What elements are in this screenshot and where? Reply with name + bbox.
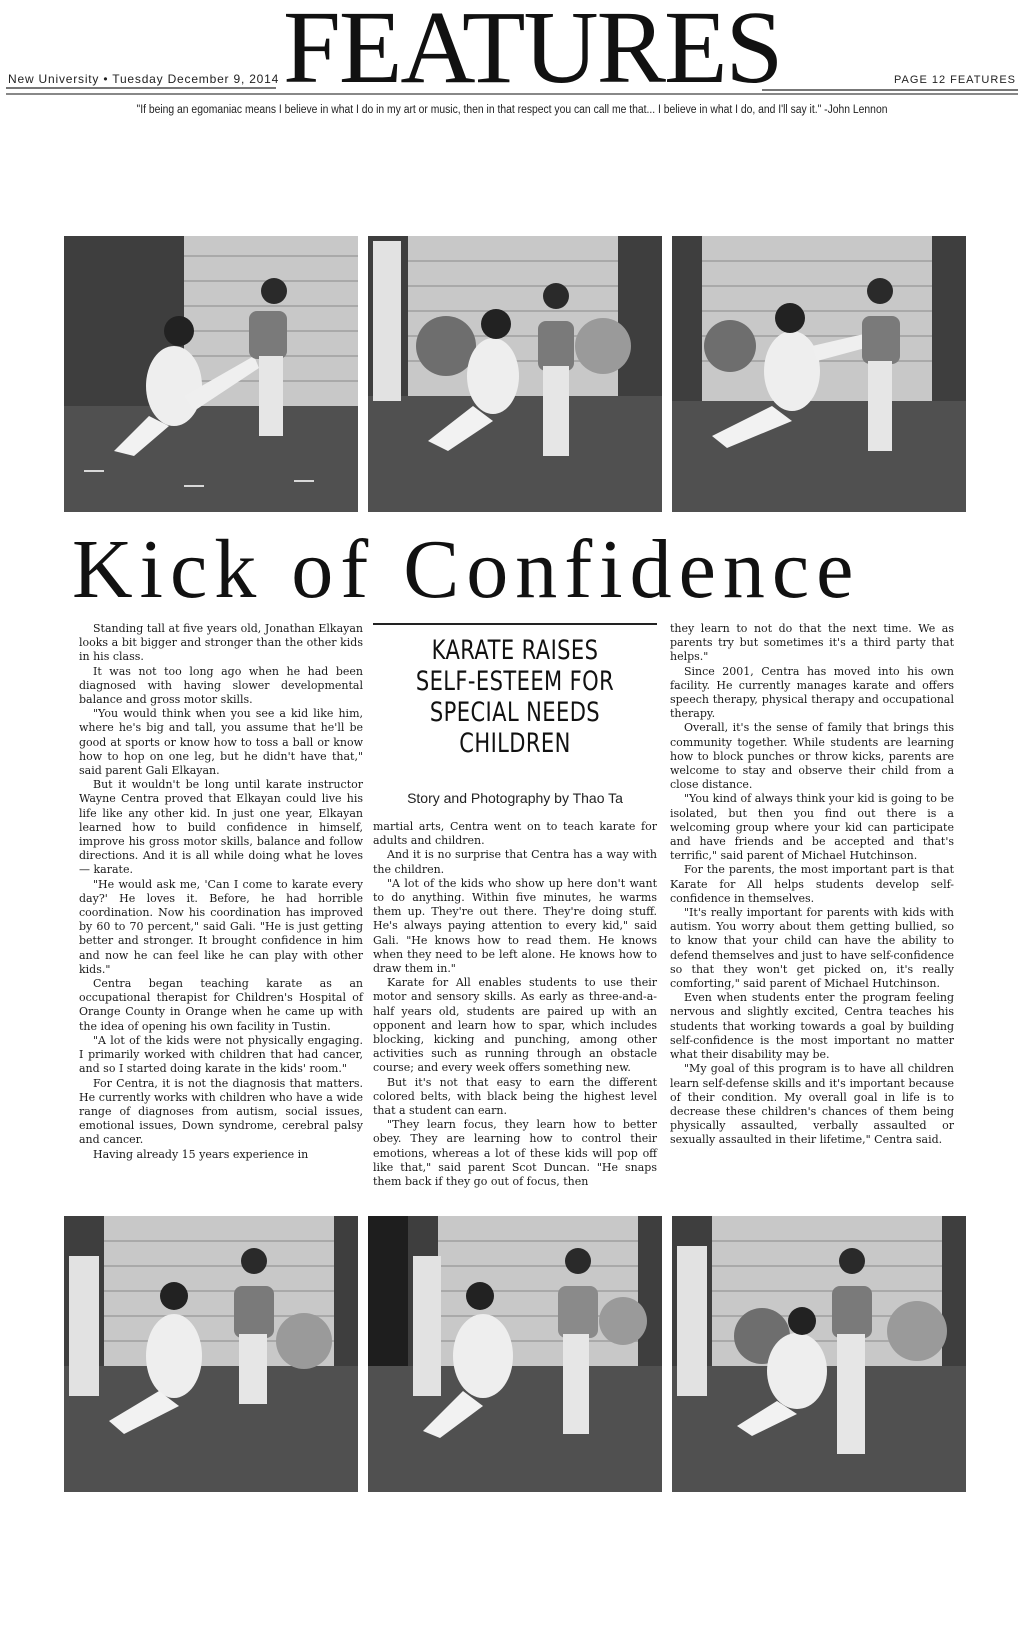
top-photo-1 [64, 236, 358, 512]
article-headline: Kick of Confidence [72, 523, 861, 616]
masthead-quote: "If being an egomaniac means I believe in what I do in my art or music, then in that respect you can call me that... I believe in what I do, and I'll say it." -John Lennon [136, 104, 888, 116]
section-title: FEATURES [283, 0, 782, 105]
article-column-3 [670, 622, 954, 1148]
masthead-rule-right [762, 89, 1018, 91]
article-paragraph: "You kind of always think your kid is going to be isolated, but then you find out there is a welcoming group where your kid can participate and have friends and be accepted and that's terrific," said parent of Michael Hutchinson. [670, 792, 954, 863]
article-paragraph: But it's not that easy to earn the different colored belts, with black being the highest level that a student can earn. [373, 1075, 657, 1118]
issue-dateline: New University • Tuesday December 9, 2014 [8, 72, 280, 86]
top-photo-2 [368, 236, 662, 512]
byline: Story and Photography by Thao Ta [407, 790, 623, 806]
subhead-box [373, 623, 657, 795]
bottom-photo-3 [672, 1216, 966, 1492]
subhead-line: SELF-ESTEEM FOR [415, 666, 615, 697]
article-column-2 [373, 820, 657, 1189]
subhead-line: KARATE RAISES [431, 635, 599, 666]
article-paragraph: "A lot of the kids were not physically engaging. I primarily worked with children that had cancer, and so I started doing karate in the kids' room." [79, 1033, 363, 1076]
article-paragraph: martial arts, Centra went on to teach karate for adults and children. [373, 820, 657, 848]
article-paragraph: "My goal of this program is to have all children learn self-defense skills and it's important because of their condition. My overall goal in life is to decrease these children's chances of them being physically assaulted, verbally assaulted or sexually assaulted in their lifetime," Centra said. [670, 1062, 954, 1147]
page-label: PAGE 12 FEATURES [894, 74, 1016, 86]
article-paragraph: Having already 15 years experience in [93, 1147, 309, 1161]
article-paragraph: they learn to not do that the next time. We as parents try but sometimes it's a third party that helps." [670, 622, 954, 664]
article-paragraph: Centra began teaching karate as an occupational therapist for Children's Hospital of Orange County in Orange when he came up with the idea of opening his own facility in Tustin. [79, 977, 363, 1033]
subhead-line: SPECIAL NEEDS [429, 697, 601, 728]
article-paragraph: Overall, it's the sense of family that brings this community together. While students are learning how to block punches or throw kicks, parents are welcome to stay and observe their child from a close distance. [670, 721, 954, 792]
article-column-1 [79, 622, 363, 1162]
article-paragraph: "They learn focus, they learn how to better obey. They are learning how to control their emotions, whereas a lot of these kids will pop off like that," said parent Scot Duncan. "He snaps them back if they go out of focus, then [373, 1118, 657, 1189]
subhead-line: CHILDREN [459, 728, 571, 759]
masthead [0, 0, 1024, 116]
bottom-photo-2 [368, 1216, 662, 1492]
article-paragraph: And it is no surprise that Centra has a way with the children. [373, 848, 657, 876]
article-paragraph: But it wouldn't be long until karate instructor Wayne Centra proved that Elkayan could live his life like any other kid. In just one year, Elkayan learned how to build confidence in himself, improve his gross motor skills, balance and follow directions. And it is all while doing what he loves — karate. [79, 778, 363, 877]
article-paragraph: "You would think when you see a kid like him, where he's big and tall, you assume that he'll be good at sports or know how to toss a ball or know how to hop on one leg, but he didn't have that," said parent Gali Elkayan. [79, 707, 363, 778]
article-paragraph: For Centra, it is not the diagnosis that matters. He currently works with children who have a wide range of diagnoses from autism, social issues, emotional issues, Down syndrome, cerebral palsy and cancer. [79, 1076, 363, 1147]
article-paragraph: "A lot of the kids who show up here don't want to do anything. Within five minutes, he warms them up. They're out there. They're doing stuff. He's always paying attention to every kid," said Gali. "He knows how to read them. He knows when they need to be left alone. He knows how to draw them in." [373, 876, 657, 976]
article-paragraph: "It's really important for parents with kids with autism. You worry about them getting bullied, so to know that your child can have the ability to defend themselves and just to have self-confidence so that they won't get picked on, it's really comforting," said parent of Michael Hutchinson. [670, 906, 954, 991]
top-photo-3 [672, 236, 966, 512]
article-paragraph: Karate for All enables students to use their motor and sensory skills. As early as three-and-a-half years old, students are paired up with an opponent and learn how to spar, which includes blocking, kicking and punching, among other activities such as running through an obstacle course; and every week offers something new. [373, 976, 657, 1075]
article-paragraph: For the parents, the most important part is that Karate for All helps students develop self-confidence in themselves. [670, 863, 954, 905]
article-paragraph: Since 2001, Centra has moved into his own facility. He currently manages karate and offers speech therapy, physical therapy and occupational therapy. [670, 664, 954, 721]
article-paragraph: Even when students enter the program feeling nervous and slightly excited, Centra teaches his students that working towards a goal by building self-confidence is the most important no matter what their disability may be. [670, 991, 954, 1062]
article-subhead [404, 635, 626, 759]
masthead-rule [6, 93, 1018, 95]
article-paragraph: Standing tall at five years old, Jonathan Elkayan looks a bit bigger and stronger than the other kids in his class. [79, 622, 363, 664]
bottom-photo-1 [64, 1216, 358, 1492]
masthead-rule-left [6, 87, 276, 89]
article-paragraph: "He would ask me, 'Can I come to karate every day?' He loves it. Before, he had horrible coordination. Now his coordination has improved by 60 to 70 percent," said Gali. "He is just getting better and stronger. It brought confidence in him and now he can feel like he can play with other kids." [79, 877, 363, 976]
article-paragraph: It was not too long ago when he had been diagnosed with having slower developmental balance and gross motor skills. [79, 664, 363, 707]
